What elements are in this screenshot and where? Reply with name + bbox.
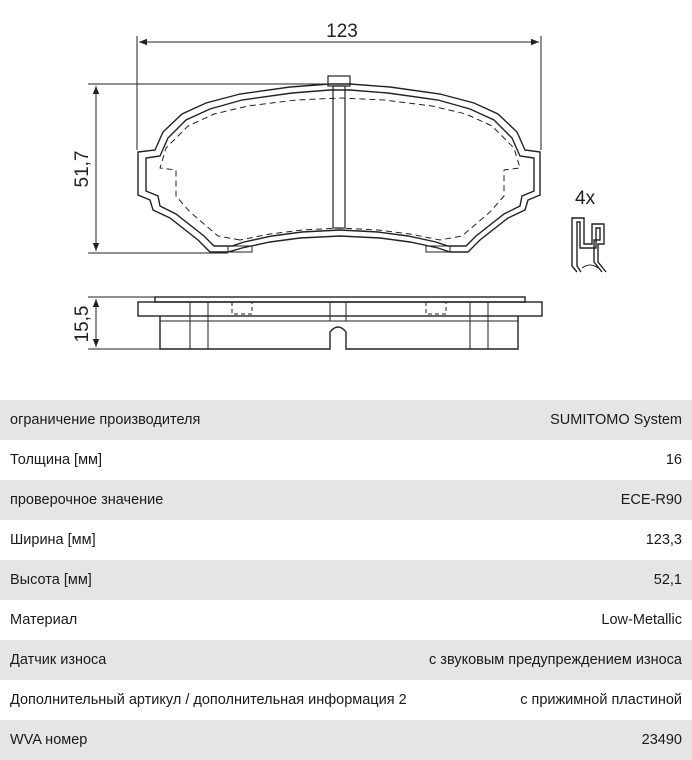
spec-row-wear-sensor <box>0 640 692 680</box>
spec-label: WVA номер <box>10 732 88 748</box>
spec-label: Ширина [мм] <box>10 532 96 548</box>
spec-row-wva-number <box>0 720 692 760</box>
spec-row-test-value <box>0 480 692 520</box>
spec-label: ограничение производителя <box>10 412 201 428</box>
spec-value: с звуковым предупреждением износа <box>429 652 682 668</box>
spec-label: Датчик износа <box>10 652 107 668</box>
clip-count-label: 4x <box>575 188 596 209</box>
spec-row-additional-info <box>0 680 692 720</box>
spec-row-manufacturer-restriction <box>0 400 692 440</box>
spec-label: Толщина [мм] <box>10 452 103 468</box>
spec-value: 52,1 <box>653 572 682 588</box>
pad-side-view <box>138 297 542 349</box>
spec-value: 123,3 <box>645 532 682 548</box>
height-dimension-label: 51,7 <box>72 150 93 188</box>
spec-value: Low-Metallic <box>601 612 682 628</box>
specifications-table <box>0 400 692 760</box>
spec-label: Материал <box>10 612 78 628</box>
spec-row-thickness <box>0 440 692 480</box>
spec-value: 23490 <box>641 732 682 748</box>
spec-label: Дополнительный артикул / дополнительная информация 2 <box>10 692 407 708</box>
spring-clip-icon <box>572 218 606 272</box>
width-dimension-label: 123 <box>326 21 358 42</box>
spec-value: с прижимной пластиной <box>520 692 682 708</box>
spec-row-material <box>0 600 692 640</box>
pad-front-view <box>138 76 540 252</box>
spec-row-width <box>0 520 692 560</box>
thickness-dimension <box>72 297 160 349</box>
spec-row-height <box>0 560 692 600</box>
thickness-dimension-label: 15,5 <box>72 305 93 343</box>
height-dimension <box>72 84 330 253</box>
spec-label: проверочное значение <box>10 492 164 508</box>
spec-value: 16 <box>665 452 682 468</box>
spec-label: Высота [мм] <box>10 572 92 588</box>
spec-value: ECE-R90 <box>620 492 682 508</box>
spec-value: SUMITOMO System <box>550 412 682 428</box>
